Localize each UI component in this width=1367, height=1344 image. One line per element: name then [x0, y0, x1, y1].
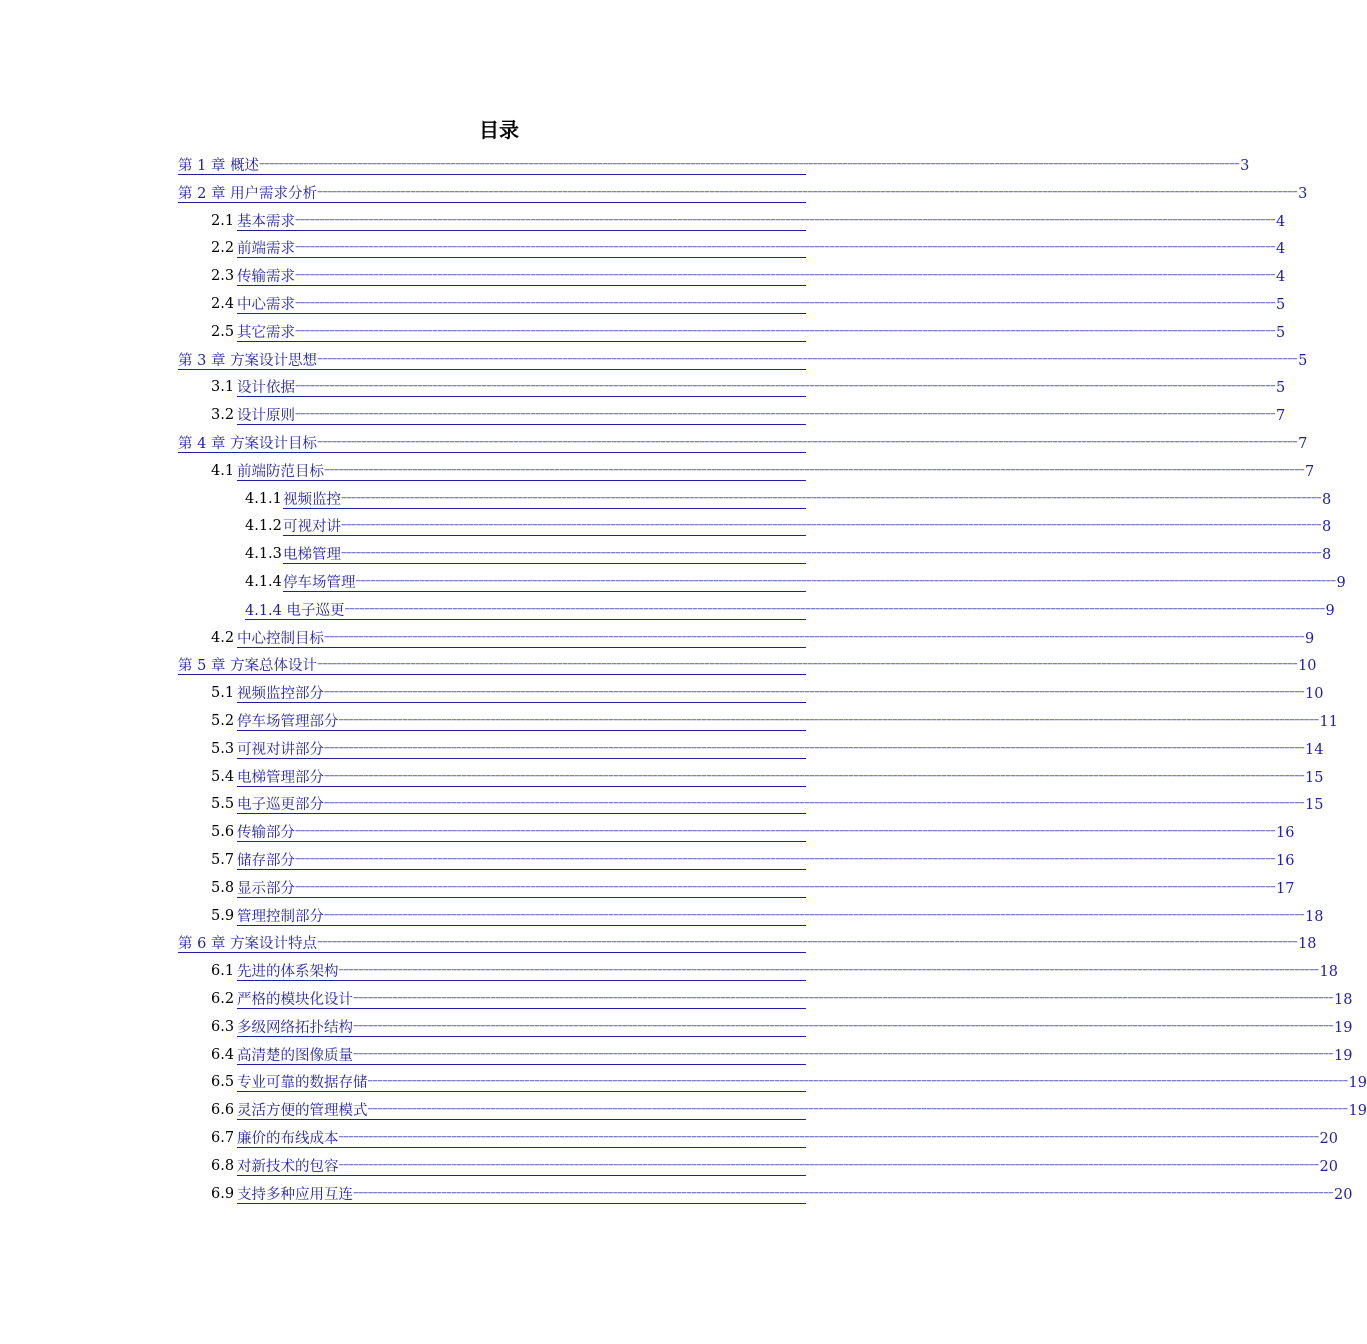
- toc-entry[interactable]: [211, 1014, 1353, 1037]
- toc-leader: ––––––––––––––––––––––––––––––––––––––––––––––––––––––––––––––––––––––––––––––––––––––––––––––––––––––––––––––––––––––––––––––––––––––––––––––––––––––––––––––––––––––––––––––––––––––––––––––––––––––––: [324, 768, 1305, 782]
- toc-leader: ––––––––––––––––––––––––––––––––––––––––––––––––––––––––––––––––––––––––––––––––––––––––––––––––––––––––––––––––––––––––––––––––––––––––––––––––––––––––––––––––––––––––––––––––––––––––––––––––––––––––: [295, 240, 1276, 254]
- toc-page-number: 10: [1305, 686, 1324, 703]
- toc-leader: ––––––––––––––––––––––––––––––––––––––––––––––––––––––––––––––––––––––––––––––––––––––––––––––––––––––––––––––––––––––––––––––––––––––––––––––––––––––––––––––––––––––––––––––––––––––––––––––––––––––––: [324, 685, 1305, 699]
- toc-entry[interactable]: [211, 903, 1324, 926]
- toc-entry-title: 方案总体设计: [230, 658, 318, 675]
- toc-entry[interactable]: [211, 235, 1286, 258]
- toc-entry[interactable]: [178, 180, 1308, 203]
- toc-leader: ––––––––––––––––––––––––––––––––––––––––––––––––––––––––––––––––––––––––––––––––––––––––––––––––––––––––––––––––––––––––––––––––––––––––––––––––––––––––––––––––––––––––––––––––––––––––––––––––––––––––: [367, 1074, 1348, 1088]
- toc-entry[interactable]: [245, 486, 1332, 509]
- toc-leader: ––––––––––––––––––––––––––––––––––––––––––––––––––––––––––––––––––––––––––––––––––––––––––––––––––––––––––––––––––––––––––––––––––––––––––––––––––––––––––––––––––––––––––––––––––––––––––––––––––––––––: [344, 601, 1325, 615]
- toc-entry[interactable]: [245, 541, 1332, 564]
- toc-entry[interactable]: [178, 430, 1308, 453]
- toc-entry[interactable]: [211, 791, 1324, 814]
- toc-entry-title: 停车场管理: [283, 575, 356, 591]
- toc-entry-title: 概述: [230, 158, 260, 174]
- toc-entry-number: 4.2: [211, 629, 239, 646]
- toc-leader: ––––––––––––––––––––––––––––––––––––––––––––––––––––––––––––––––––––––––––––––––––––––––––––––––––––––––––––––––––––––––––––––––––––––––––––––––––––––––––––––––––––––––––––––––––––––––––––––––––––––––: [341, 490, 1322, 504]
- toc-entry-number: 4.1.4: [245, 574, 287, 590]
- toc-page-number: 19: [1334, 1019, 1353, 1036]
- toc-entry-number: 6.1: [211, 963, 239, 980]
- toc-page-number: 20: [1319, 1131, 1338, 1147]
- toc-entry-title: 前端防范目标: [237, 463, 324, 480]
- toc-entry-number: 4.1.3: [245, 546, 287, 563]
- toc-leader: ––––––––––––––––––––––––––––––––––––––––––––––––––––––––––––––––––––––––––––––––––––––––––––––––––––––––––––––––––––––––––––––––––––––––––––––––––––––––––––––––––––––––––––––––––––––––––––––––––––––––: [324, 629, 1305, 643]
- toc-page-number: 8: [1322, 519, 1332, 536]
- toc-entry-number: 4.1.2: [245, 518, 287, 535]
- toc-leader: ––––––––––––––––––––––––––––––––––––––––––––––––––––––––––––––––––––––––––––––––––––––––––––––––––––––––––––––––––––––––––––––––––––––––––––––––––––––––––––––––––––––––––––––––––––––––––––––––––––––––: [338, 713, 1319, 726]
- toc-page-number: 7: [1276, 408, 1286, 425]
- toc-entry[interactable]: [211, 764, 1324, 787]
- toc-entry-title: 先进的体系架构: [237, 964, 339, 981]
- toc-entry[interactable]: [178, 347, 1308, 370]
- toc-entry-title: 方案设计目标: [230, 436, 318, 452]
- toc-entry-number: 6.2: [211, 991, 239, 1007]
- toc-entry-title: 高清楚的图像质量: [237, 1047, 353, 1064]
- toc-entry-number: 5.3: [211, 740, 239, 757]
- toc-entry[interactable]: [245, 513, 1332, 536]
- toc-entry[interactable]: [211, 1097, 1367, 1120]
- toc-entry-title: 传输需求: [237, 269, 295, 286]
- toc-entry-title: 视频监控: [283, 491, 341, 508]
- toc-entry-number: 5.6: [211, 824, 239, 841]
- toc-entry-title: 对新技术的包容: [237, 1158, 339, 1175]
- toc-page-number: 4: [1276, 241, 1286, 258]
- toc-entry-number: 3.2: [211, 407, 239, 424]
- toc-page-number: 14: [1305, 741, 1324, 758]
- toc-entry-title: 设计原则: [237, 408, 295, 425]
- toc-page-number: 20: [1319, 1158, 1338, 1175]
- toc-entry-title: 可视对讲部分: [237, 741, 324, 758]
- toc-entry-title: 电子巡更: [286, 602, 345, 619]
- toc-leader: ––––––––––––––––––––––––––––––––––––––––––––––––––––––––––––––––––––––––––––––––––––––––––––––––––––––––––––––––––––––––––––––––––––––––––––––––––––––––––––––––––––––––––––––––––––––––––––––––––––––––: [338, 963, 1319, 977]
- toc-entry[interactable]: [211, 374, 1286, 397]
- toc-entry[interactable]: [211, 208, 1286, 231]
- toc-page-number: 11: [1319, 714, 1338, 730]
- toc-entry-number: 5.8: [211, 879, 239, 896]
- toc-entry-number: 2.3: [211, 268, 239, 285]
- toc-leader: ––––––––––––––––––––––––––––––––––––––––––––––––––––––––––––––––––––––––––––––––––––––––––––––––––––––––––––––––––––––––––––––––––––––––––––––––––––––––––––––––––––––––––––––––––––––––––––––––––––––––: [317, 351, 1298, 365]
- toc-entry[interactable]: [211, 402, 1286, 425]
- toc-leader: ––––––––––––––––––––––––––––––––––––––––––––––––––––––––––––––––––––––––––––––––––––––––––––––––––––––––––––––––––––––––––––––––––––––––––––––––––––––––––––––––––––––––––––––––––––––––––––––––––––––––: [317, 435, 1298, 448]
- toc-leader: ––––––––––––––––––––––––––––––––––––––––––––––––––––––––––––––––––––––––––––––––––––––––––––––––––––––––––––––––––––––––––––––––––––––––––––––––––––––––––––––––––––––––––––––––––––––––––––––––––––––––: [295, 879, 1276, 893]
- toc-entry-number: 6.5: [211, 1074, 239, 1091]
- toc-entry-title: 严格的模块化设计: [237, 992, 353, 1008]
- toc-entry-number: 6.6: [211, 1102, 239, 1119]
- toc-entry-title: 中心控制目标: [237, 630, 324, 647]
- toc-entry-title: 中心需求: [237, 297, 295, 313]
- toc-entry-number: 6.3: [211, 1018, 239, 1035]
- toc-entry[interactable]: [211, 680, 1324, 703]
- toc-entry-title: 支持多种应用互连: [237, 1186, 353, 1203]
- toc-page-number: 20: [1334, 1186, 1353, 1203]
- toc-entry-number: 2.2: [211, 240, 239, 257]
- toc-leader: ––––––––––––––––––––––––––––––––––––––––––––––––––––––––––––––––––––––––––––––––––––––––––––––––––––––––––––––––––––––––––––––––––––––––––––––––––––––––––––––––––––––––––––––––––––––––––––––––––––––––: [367, 1102, 1348, 1116]
- toc-entry-number: 5.2: [211, 713, 239, 729]
- toc-entry[interactable]: [211, 263, 1286, 286]
- toc-entry[interactable]: [211, 1125, 1338, 1148]
- toc-page-number: 7: [1305, 463, 1315, 480]
- toc-entry-number: 5.7: [211, 852, 239, 868]
- toc-page-number: 8: [1322, 491, 1332, 508]
- toc-page-number: 8: [1322, 547, 1332, 564]
- toc-entry-title: 专业可靠的数据存储: [237, 1075, 368, 1092]
- toc-entry-number: 2.5: [211, 323, 239, 340]
- toc-page-number: 19: [1334, 1047, 1353, 1064]
- toc-page-number: 3: [1240, 158, 1250, 174]
- toc-entry[interactable]: [211, 458, 1315, 481]
- toc-page-number: 3: [1298, 185, 1308, 202]
- toc-entry-title: 廉价的布线成本: [237, 1131, 339, 1147]
- toc-page-number: 18: [1319, 964, 1338, 981]
- toc-leader: ––––––––––––––––––––––––––––––––––––––––––––––––––––––––––––––––––––––––––––––––––––––––––––––––––––––––––––––––––––––––––––––––––––––––––––––––––––––––––––––––––––––––––––––––––––––––––––––––––––––––: [295, 824, 1276, 838]
- toc-page-number: 17: [1276, 880, 1295, 897]
- toc-page-number: 5: [1276, 297, 1286, 313]
- toc-leader: ––––––––––––––––––––––––––––––––––––––––––––––––––––––––––––––––––––––––––––––––––––––––––––––––––––––––––––––––––––––––––––––––––––––––––––––––––––––––––––––––––––––––––––––––––––––––––––––––––––––––: [317, 184, 1298, 198]
- toc-entry-number: 第 3 章: [178, 352, 231, 369]
- toc-page-number: 18: [1334, 992, 1353, 1008]
- toc-entry-number: 第 2 章: [178, 185, 231, 202]
- toc-leader: ––––––––––––––––––––––––––––––––––––––––––––––––––––––––––––––––––––––––––––––––––––––––––––––––––––––––––––––––––––––––––––––––––––––––––––––––––––––––––––––––––––––––––––––––––––––––––––––––––––––––: [259, 157, 1240, 170]
- toc-leader: ––––––––––––––––––––––––––––––––––––––––––––––––––––––––––––––––––––––––––––––––––––––––––––––––––––––––––––––––––––––––––––––––––––––––––––––––––––––––––––––––––––––––––––––––––––––––––––––––––––––––: [341, 546, 1322, 560]
- toc-entry[interactable]: [178, 930, 1317, 953]
- toc-page-number: 10: [1298, 658, 1317, 675]
- toc-entry[interactable]: [211, 736, 1324, 759]
- toc-page-number: 16: [1276, 825, 1295, 842]
- toc-entry[interactable]: [211, 625, 1315, 648]
- toc-leader: ––––––––––––––––––––––––––––––––––––––––––––––––––––––––––––––––––––––––––––––––––––––––––––––––––––––––––––––––––––––––––––––––––––––––––––––––––––––––––––––––––––––––––––––––––––––––––––––––––––––––: [324, 462, 1305, 476]
- toc-page-number: 5: [1276, 380, 1286, 397]
- toc-entry-number: 3.1: [211, 379, 239, 396]
- toc-entry-number: 第 1 章: [178, 158, 231, 174]
- toc-entry[interactable]: [211, 875, 1295, 898]
- toc-leader: ––––––––––––––––––––––––––––––––––––––––––––––––––––––––––––––––––––––––––––––––––––––––––––––––––––––––––––––––––––––––––––––––––––––––––––––––––––––––––––––––––––––––––––––––––––––––––––––––––––––––: [295, 268, 1276, 282]
- toc-entry-title: 电子巡更部分: [237, 797, 324, 814]
- toc-title: 目录: [479, 118, 519, 142]
- toc-page-number: 19: [1348, 1103, 1367, 1120]
- toc-page-number: 7: [1298, 436, 1308, 452]
- toc-entry[interactable]: [211, 1069, 1367, 1092]
- toc-entry-number: 5.9: [211, 907, 239, 924]
- toc-page-number: 15: [1305, 797, 1324, 814]
- toc-page-number: 9: [1305, 630, 1315, 647]
- toc-entry-number: 5.4: [211, 768, 239, 785]
- toc-entry-number: 6.4: [211, 1046, 239, 1063]
- toc-leader: ––––––––––––––––––––––––––––––––––––––––––––––––––––––––––––––––––––––––––––––––––––––––––––––––––––––––––––––––––––––––––––––––––––––––––––––––––––––––––––––––––––––––––––––––––––––––––––––––––––––––: [295, 296, 1276, 309]
- toc-leader: ––––––––––––––––––––––––––––––––––––––––––––––––––––––––––––––––––––––––––––––––––––––––––––––––––––––––––––––––––––––––––––––––––––––––––––––––––––––––––––––––––––––––––––––––––––––––––––––––––––––––: [353, 1046, 1334, 1060]
- toc-leader: ––––––––––––––––––––––––––––––––––––––––––––––––––––––––––––––––––––––––––––––––––––––––––––––––––––––––––––––––––––––––––––––––––––––––––––––––––––––––––––––––––––––––––––––––––––––––––––––––––––––––: [355, 574, 1336, 587]
- toc-entry[interactable]: [211, 319, 1286, 342]
- toc-leader: ––––––––––––––––––––––––––––––––––––––––––––––––––––––––––––––––––––––––––––––––––––––––––––––––––––––––––––––––––––––––––––––––––––––––––––––––––––––––––––––––––––––––––––––––––––––––––––––––––––––––: [338, 1157, 1319, 1171]
- toc-page-number: 19: [1348, 1075, 1367, 1092]
- toc-entry-title: 设计依据: [237, 380, 295, 397]
- toc-entry[interactable]: [178, 152, 1250, 175]
- toc-entry-number: 5.1: [211, 685, 239, 702]
- toc-entry-title: 储存部分: [237, 853, 295, 869]
- toc-page-number: 9: [1336, 575, 1346, 591]
- toc-entry[interactable]: [211, 1153, 1338, 1176]
- toc-entry[interactable]: [245, 569, 1346, 592]
- toc-entry-title: 方案设计思想: [230, 352, 318, 369]
- toc-entry-title: 灵活方便的管理模式: [237, 1103, 368, 1120]
- toc-page-number: 5: [1298, 352, 1308, 369]
- toc-entry-title: 基本需求: [237, 213, 295, 230]
- toc-entry-number: 4.1.4: [245, 602, 287, 619]
- toc-entry[interactable]: [211, 708, 1338, 731]
- toc-entry[interactable]: [211, 819, 1295, 842]
- toc-entry[interactable]: [211, 1181, 1353, 1204]
- toc-entry-title: 管理控制部分: [237, 908, 324, 925]
- toc-entry-title: 用户需求分析: [230, 185, 318, 202]
- toc-entry[interactable]: [211, 958, 1338, 981]
- toc-entry-title: 多级网络拓扑结构: [237, 1019, 353, 1036]
- toc-leader: ––––––––––––––––––––––––––––––––––––––––––––––––––––––––––––––––––––––––––––––––––––––––––––––––––––––––––––––––––––––––––––––––––––––––––––––––––––––––––––––––––––––––––––––––––––––––––––––––––––––––: [353, 1018, 1334, 1032]
- toc-entry-number: 6.9: [211, 1185, 239, 1202]
- toc-leader: ––––––––––––––––––––––––––––––––––––––––––––––––––––––––––––––––––––––––––––––––––––––––––––––––––––––––––––––––––––––––––––––––––––––––––––––––––––––––––––––––––––––––––––––––––––––––––––––––––––––––: [295, 212, 1276, 226]
- toc-entry-title: 电梯管理部分: [237, 769, 324, 786]
- toc-leader: ––––––––––––––––––––––––––––––––––––––––––––––––––––––––––––––––––––––––––––––––––––––––––––––––––––––––––––––––––––––––––––––––––––––––––––––––––––––––––––––––––––––––––––––––––––––––––––––––––––––––: [295, 852, 1276, 865]
- toc-page-number: 18: [1305, 908, 1324, 925]
- toc-entry-title: 前端需求: [237, 241, 295, 258]
- toc-leader: ––––––––––––––––––––––––––––––––––––––––––––––––––––––––––––––––––––––––––––––––––––––––––––––––––––––––––––––––––––––––––––––––––––––––––––––––––––––––––––––––––––––––––––––––––––––––––––––––––––––––: [353, 991, 1334, 1004]
- toc-page-number: 18: [1298, 936, 1317, 953]
- toc-leader: ––––––––––––––––––––––––––––––––––––––––––––––––––––––––––––––––––––––––––––––––––––––––––––––––––––––––––––––––––––––––––––––––––––––––––––––––––––––––––––––––––––––––––––––––––––––––––––––––––––––––: [324, 740, 1305, 754]
- toc-entry[interactable]: [211, 291, 1286, 314]
- toc-entry[interactable]: [211, 986, 1353, 1009]
- toc-page-number: 4: [1276, 213, 1286, 230]
- toc-page-number: 5: [1276, 324, 1286, 341]
- toc-entry-title: 停车场管理部分: [237, 714, 339, 730]
- toc-entry-title: 视频监控部分: [237, 686, 324, 703]
- toc-entry-number: 6.7: [211, 1130, 239, 1146]
- toc-entry-number: 4.1: [211, 462, 239, 479]
- toc-entry-title: 其它需求: [237, 324, 295, 341]
- toc-leader: ––––––––––––––––––––––––––––––––––––––––––––––––––––––––––––––––––––––––––––––––––––––––––––––––––––––––––––––––––––––––––––––––––––––––––––––––––––––––––––––––––––––––––––––––––––––––––––––––––––––––: [341, 518, 1322, 532]
- toc-entry-title: 方案设计特点: [230, 936, 318, 953]
- toc-entry[interactable]: [211, 847, 1295, 870]
- toc-leader: ––––––––––––––––––––––––––––––––––––––––––––––––––––––––––––––––––––––––––––––––––––––––––––––––––––––––––––––––––––––––––––––––––––––––––––––––––––––––––––––––––––––––––––––––––––––––––––––––––––––––: [338, 1130, 1319, 1143]
- toc-page-number: 4: [1276, 269, 1286, 286]
- toc-page-number: 15: [1305, 769, 1324, 786]
- toc-entry-title: 电梯管理: [283, 547, 341, 564]
- toc-entry[interactable]: [178, 652, 1317, 675]
- toc-entry-title: 显示部分: [237, 880, 295, 897]
- toc-entry-number: 2.4: [211, 296, 239, 312]
- toc-entry-number: 第 6 章: [178, 936, 231, 953]
- toc-entry-number: 6.8: [211, 1157, 239, 1174]
- toc-entry[interactable]: [211, 1042, 1353, 1065]
- toc-entry-number: 4.1.1: [245, 490, 287, 507]
- toc-leader: ––––––––––––––––––––––––––––––––––––––––––––––––––––––––––––––––––––––––––––––––––––––––––––––––––––––––––––––––––––––––––––––––––––––––––––––––––––––––––––––––––––––––––––––––––––––––––––––––––––––––: [324, 796, 1305, 810]
- toc-page-number: 9: [1325, 602, 1335, 619]
- toc-entry-number: 第 5 章: [178, 658, 231, 675]
- toc-leader: ––––––––––––––––––––––––––––––––––––––––––––––––––––––––––––––––––––––––––––––––––––––––––––––––––––––––––––––––––––––––––––––––––––––––––––––––––––––––––––––––––––––––––––––––––––––––––––––––––––––––: [353, 1185, 1334, 1199]
- toc-leader: ––––––––––––––––––––––––––––––––––––––––––––––––––––––––––––––––––––––––––––––––––––––––––––––––––––––––––––––––––––––––––––––––––––––––––––––––––––––––––––––––––––––––––––––––––––––––––––––––––––––––: [324, 907, 1305, 921]
- toc-entry-title: 可视对讲: [283, 519, 341, 536]
- toc-page-number: 16: [1276, 853, 1295, 869]
- toc-leader: ––––––––––––––––––––––––––––––––––––––––––––––––––––––––––––––––––––––––––––––––––––––––––––––––––––––––––––––––––––––––––––––––––––––––––––––––––––––––––––––––––––––––––––––––––––––––––––––––––––––––: [317, 935, 1298, 949]
- toc-leader: ––––––––––––––––––––––––––––––––––––––––––––––––––––––––––––––––––––––––––––––––––––––––––––––––––––––––––––––––––––––––––––––––––––––––––––––––––––––––––––––––––––––––––––––––––––––––––––––––––––––––: [295, 379, 1276, 393]
- toc-entry-number: 5.5: [211, 796, 239, 813]
- toc-leader: ––––––––––––––––––––––––––––––––––––––––––––––––––––––––––––––––––––––––––––––––––––––––––––––––––––––––––––––––––––––––––––––––––––––––––––––––––––––––––––––––––––––––––––––––––––––––––––––––––––––––: [295, 323, 1276, 337]
- toc-entry-number: 第 4 章: [178, 436, 231, 452]
- toc-entry[interactable]: [245, 597, 1335, 620]
- toc-entry-title: 传输部分: [237, 825, 295, 842]
- toc-entry-number: 2.1: [211, 212, 239, 229]
- toc-leader: ––––––––––––––––––––––––––––––––––––––––––––––––––––––––––––––––––––––––––––––––––––––––––––––––––––––––––––––––––––––––––––––––––––––––––––––––––––––––––––––––––––––––––––––––––––––––––––––––––––––––: [295, 407, 1276, 421]
- toc-leader: ––––––––––––––––––––––––––––––––––––––––––––––––––––––––––––––––––––––––––––––––––––––––––––––––––––––––––––––––––––––––––––––––––––––––––––––––––––––––––––––––––––––––––––––––––––––––––––––––––––––––: [317, 657, 1298, 671]
